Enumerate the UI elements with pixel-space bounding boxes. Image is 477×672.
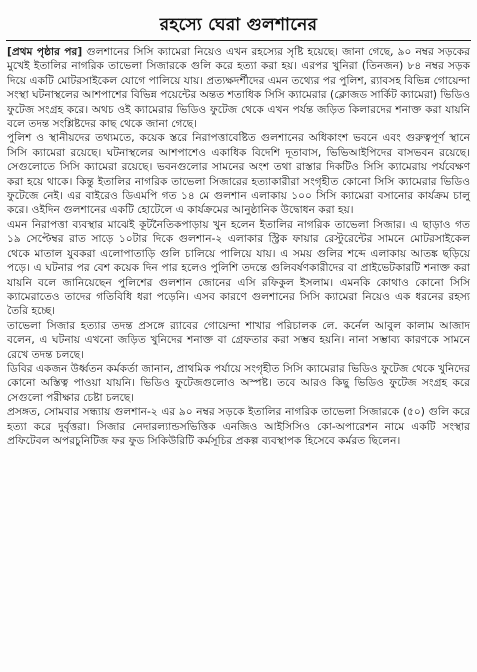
paragraph-3: এমন নিরাপত্তা ব্যবস্থার মাঝেই কূটনৈতিকপাড়ায় খুন হলেন ইতালির নাগরিক তাভেলা সিজার। এ ছাড়াও গত ১৯ সেপ্টেম্বর রাত সাড়ে ১০টার দিকে গুলশান-২ এলাকার স্ট্রিক ফায়ার রেস্টুরেন্টের সামনে মোটরসাইকেল থেকে মাতাল যুবকরা এলোপাতাড়ি গুলি চালিয়ে পালিয়ে যায়। এ সময় গুলির শব্দে এলাকায় আতঙ্ক ছড়িয়ে পড়ে। এ ঘটনার পর বেশ কয়েক দিন পার হলেও পুলিশি তদন্তে গুলিবর্ষণকারীদের বা প্রাইভেটকারটি শনাক্ত করা যায়নি বলে জানিয়েছেন পুলিশের গুলশান জোনের এসি রফিকুল ইসলাম। এমনকি কোথাও কোনো সিসি ক্যামেরাতেও তাদের গতিবিধি ধরা পড়েনি। এসব কারণে গুলশানের সিসি ক্যামেরা নিয়েও এক ধরনের রহস্য তৈরি হচ্ছে। xyxy=(7,218,470,318)
headline-rule xyxy=(6,40,471,41)
paragraph-2: পুলিশ ও স্থানীয়দের তথ্যমতে, কয়েক স্তরে নিরাপত্তাবেষ্টিত গুলশানের অধিকাংশ ভবনে এবং গুরুত্বপূর্ণ স্থানে সিসি ক্যামেরা রয়েছে। ঘটনাস্থলের আশপাশেও একাধিক বিদেশি দূতাবাস, ভিভিআইপিদের বাসভবন রয়েছে। সেগুলোতে সিসি ক্যামেরা রয়েছে। ভবনগুলোর সামনের অংশ তথা রাস্তার দিকটিও সিসি ক্যামেরায় পর্যবেক্ষণ করা হয়ে থাকে। কিন্তু ইতালির নাগরিক তাভেলা সিজারের হত্যাকারীরা সংগৃহীত কোনো সিসি ক্যামেরার ভিডিও ফুটেজে নেই। এর বাইরেও ডিএমপি গত ১৪ মে গুলশান এলাকায় ১০০ সিসি ক্যামেরা বসানোর কার্যক্রম চালু করে। ওইদিন গুলশানের একটি হোটেলে এ কার্যক্রমের আনুষ্ঠানিক উদ্বোধন করা হয়। xyxy=(7,132,470,217)
paragraph-1-text: গুলশানের সিসি ক্যামেরা নিয়েও এখন রহস্যের সৃষ্টি হয়েছে। জানা গেছে, ৯০ নম্বর সড়কের মুখেই ইতালির নাগরিক তাভেলা সিজারকে গুলি করে হত্যা করা হয়। এরপর খুনিরা (তিনজন) ৮৪ নম্বর সড়ক দিয়ে একটি মোটরসাইকেল যোগে পালিয়ে যায়। প্রত্যক্ষদর্শীদের এমন তথ্যের পর পুলিশ, র‌্যাবসহ বিভিন্ন গোয়েন্দা সংস্থা ঘটনাস্থলের আশপাশের বিভিন্ন পয়েন্টের অন্তত শতাধিক সিসি ক্যামেরার (ক্লোজড সার্কিট ক্যামেরা) ভিডিও ফুটেজ সংগ্রহ করে। অথচ ওই ক্যামেরার ভিডিও ফুটেজ থেকে এখন পর্যন্ত জড়িত কিলারদের শনাক্ত করা যায়নি বলে তদন্ত সংশ্লিষ্টদের কাছ থেকে জানা গেছে। xyxy=(7,46,471,131)
paragraph-4: তাভেলা সিজার হত্যার তদন্ত প্রসঙ্গে র‌্যাবের গোয়েন্দা শাখার পরিচালক লে. কর্নেল আবুল কালাম আজাদ বলেন, এ ঘটনায় এখনো জড়িত খুনিদের শনাক্ত বা গ্রেফতার করা সম্ভব হয়নি। নানা সম্ভাব্য কারণকে সামনে রেখে তদন্ত চলছে। xyxy=(7,319,470,361)
article-body xyxy=(7,45,470,448)
paragraph-5: ডিবির একজন উর্ধ্বতন কর্মকর্তা জানান, প্রাথমিক পর্যায়ে সংগৃহীত সিসি ক্যামেরার ভিডিও ফুটেজ থেকে খুনিদের কোনো অস্তিত্ব পাওয়া যায়নি। ভিডিও ফুটেজগুলোও অস্পষ্ট। তবে আরও কিছু ভিডিও ফুটেজ সংগ্রহ করে সেগুলো পরীক্ষার চেষ্টা চলছে। xyxy=(7,362,470,404)
paragraph-6: প্রসঙ্গত, সোমবার সন্ধ্যায় গুলশান-২ এর ৯০ নম্বর সড়কে ইতালির নাগরিক তাভেলা সিজারকে (৫০) গুলি করে হত্যা করে দুর্বৃত্তরা। সিজার নেদারল্যান্ডসভিত্তিক এনজিও আইসিসিও কো-অপারেশন নামে একটি সংস্থার প্রফিটেবল অপরচুনিটিজ ফর ফুড সিকিউরিটি কর্মসূচির প্রকল্প ব্যবস্থাপক হিসেবে কর্মরত ছিলেন। xyxy=(7,406,470,447)
article-headline: রহস্যে ঘেরা গুলশানের xyxy=(159,15,318,35)
page-continuation-tag: [প্রথম পৃষ্ঠার পর] xyxy=(7,46,83,58)
paragraph-1 xyxy=(7,45,470,131)
